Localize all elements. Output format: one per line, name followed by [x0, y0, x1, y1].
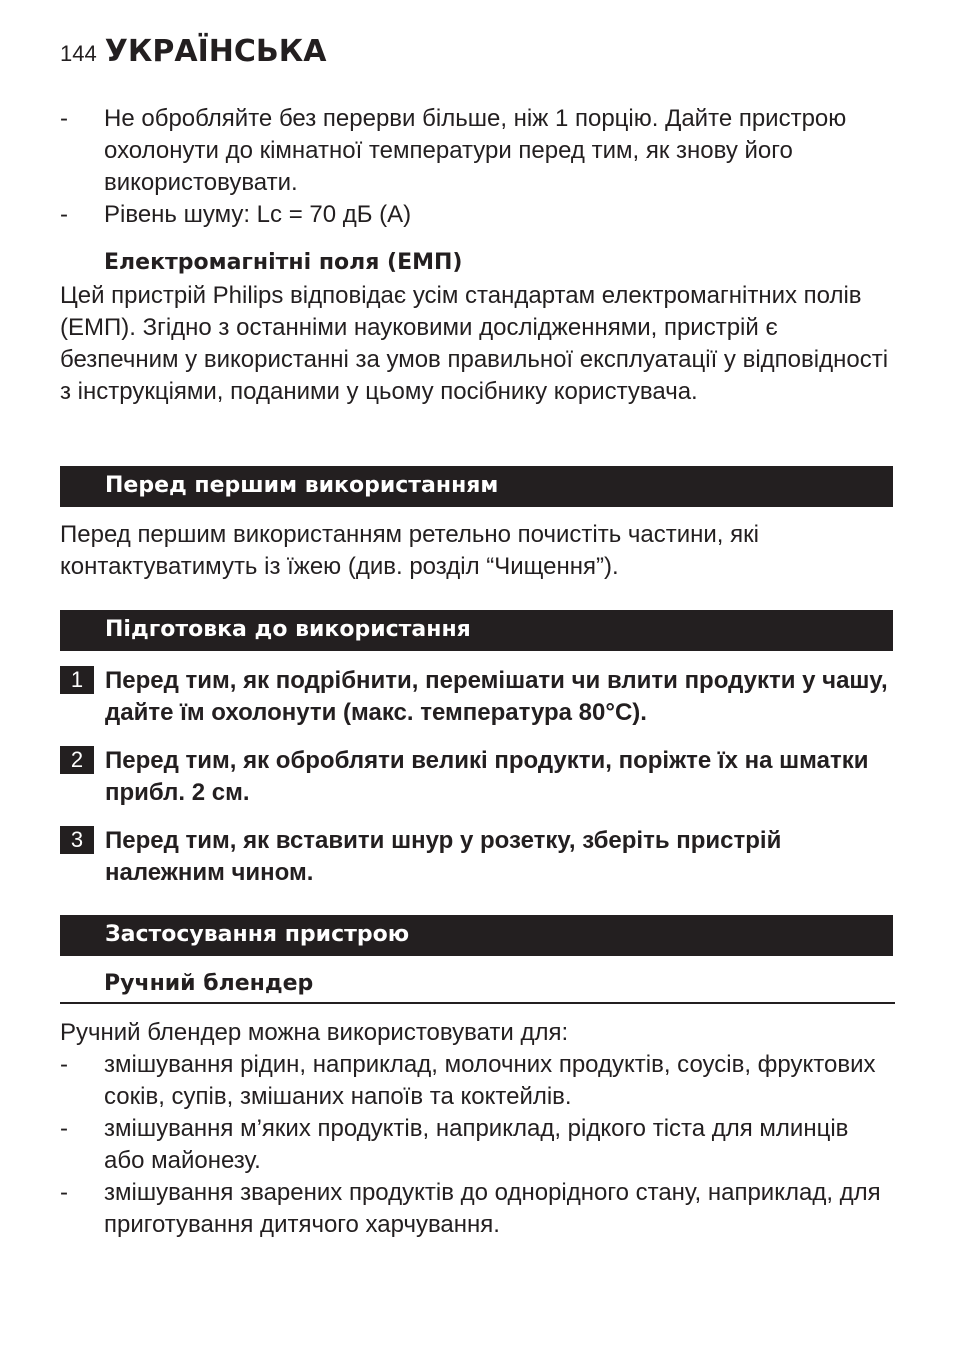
- using-content: [60, 1017, 894, 1241]
- section-band-using: [60, 915, 893, 956]
- using-intro: Ручний блендер можна використовувати для:: [60, 1019, 569, 1046]
- list-item-text: Рівень шуму: Lc = 70 дБ (A): [104, 201, 412, 228]
- emf-paragraph: Цей пристрій Philips відповідає усім стандартам електромагнітних полів (ЕМП). Згідно з останніми науковими дослідженнями, пристрій є безпечним у використанні за умов правильної експлуатації у відповідності з інструкціями, поданими у цьому посібнику користувача.: [60, 282, 889, 405]
- section-heading: Підготовка до використання: [105, 617, 471, 642]
- list-item: [60, 1177, 894, 1241]
- list-item-text: змішування зварених продуктів до однорідного стану, наприклад, для приготування дитячого харчування.: [104, 1179, 881, 1238]
- bullet-dash: -: [60, 201, 68, 228]
- list-item-text: Не обробляйте без перерви більше, ніж 1 порцію. Дайте пристрою охолонути до кімнатної температури перед тим, як знову його використовувати.: [104, 105, 847, 196]
- list-item: [60, 199, 894, 231]
- bullet-dash: -: [60, 105, 68, 132]
- list-item: [60, 103, 894, 199]
- list-item-text: змішування рідин, наприклад, молочних продуктів, соусів, фруктових соків, супів, змішаних напоїв та коктейлів.: [104, 1051, 876, 1110]
- subsection-heading: Ручний блендер: [104, 971, 314, 996]
- bullet-dash: -: [60, 1179, 68, 1206]
- step-item: [60, 665, 894, 729]
- section-band-before-first-use: [60, 466, 893, 507]
- emf-heading: Електромагнітні поля (ЕМП): [104, 250, 463, 275]
- step-text: Перед тим, як подрібнити, перемішати чи влити продукти у чашу, дайте їм охолонути (макс. температура 80°C).: [105, 667, 888, 726]
- bullet-dash: -: [60, 1051, 68, 1078]
- step-text: Перед тим, як вставити шнур у розетку, зберіть пристрій належним чином.: [105, 827, 782, 886]
- step-item: [60, 825, 894, 889]
- bullet-dash: -: [60, 1115, 68, 1142]
- step-item: [60, 745, 894, 809]
- section-band-preparing: [60, 610, 893, 651]
- emf-section: [60, 247, 894, 279]
- step-number-badge: 1: [60, 666, 94, 694]
- using-subsection: [60, 968, 894, 1000]
- section-heading: Застосування пристрою: [105, 922, 410, 947]
- step-number-badge: 3: [60, 826, 94, 854]
- page-header: [60, 36, 326, 70]
- list-item-text: змішування м’яких продуктів, наприклад, рідкого тіста для млинців або майонезу.: [104, 1115, 849, 1174]
- step-text: Перед тим, як обробляти великі продукти, поріжте їх на шматки прибл. 2 см.: [105, 747, 869, 806]
- section-heading: Перед першим використанням: [105, 473, 499, 498]
- list-item: [60, 1113, 894, 1177]
- before-first-use-paragraph: Перед першим використанням ретельно почистіть частини, які контактуватимуть із їжею (див. розділ “Чищення”).: [60, 521, 759, 580]
- language-title: УКРАЇНСЬКА: [104, 34, 327, 69]
- step-number-badge: 2: [60, 746, 94, 774]
- divider: [60, 1002, 895, 1004]
- list-item: [60, 1049, 894, 1113]
- page-number: 144: [60, 41, 97, 66]
- intro-bullet-list: [60, 103, 894, 231]
